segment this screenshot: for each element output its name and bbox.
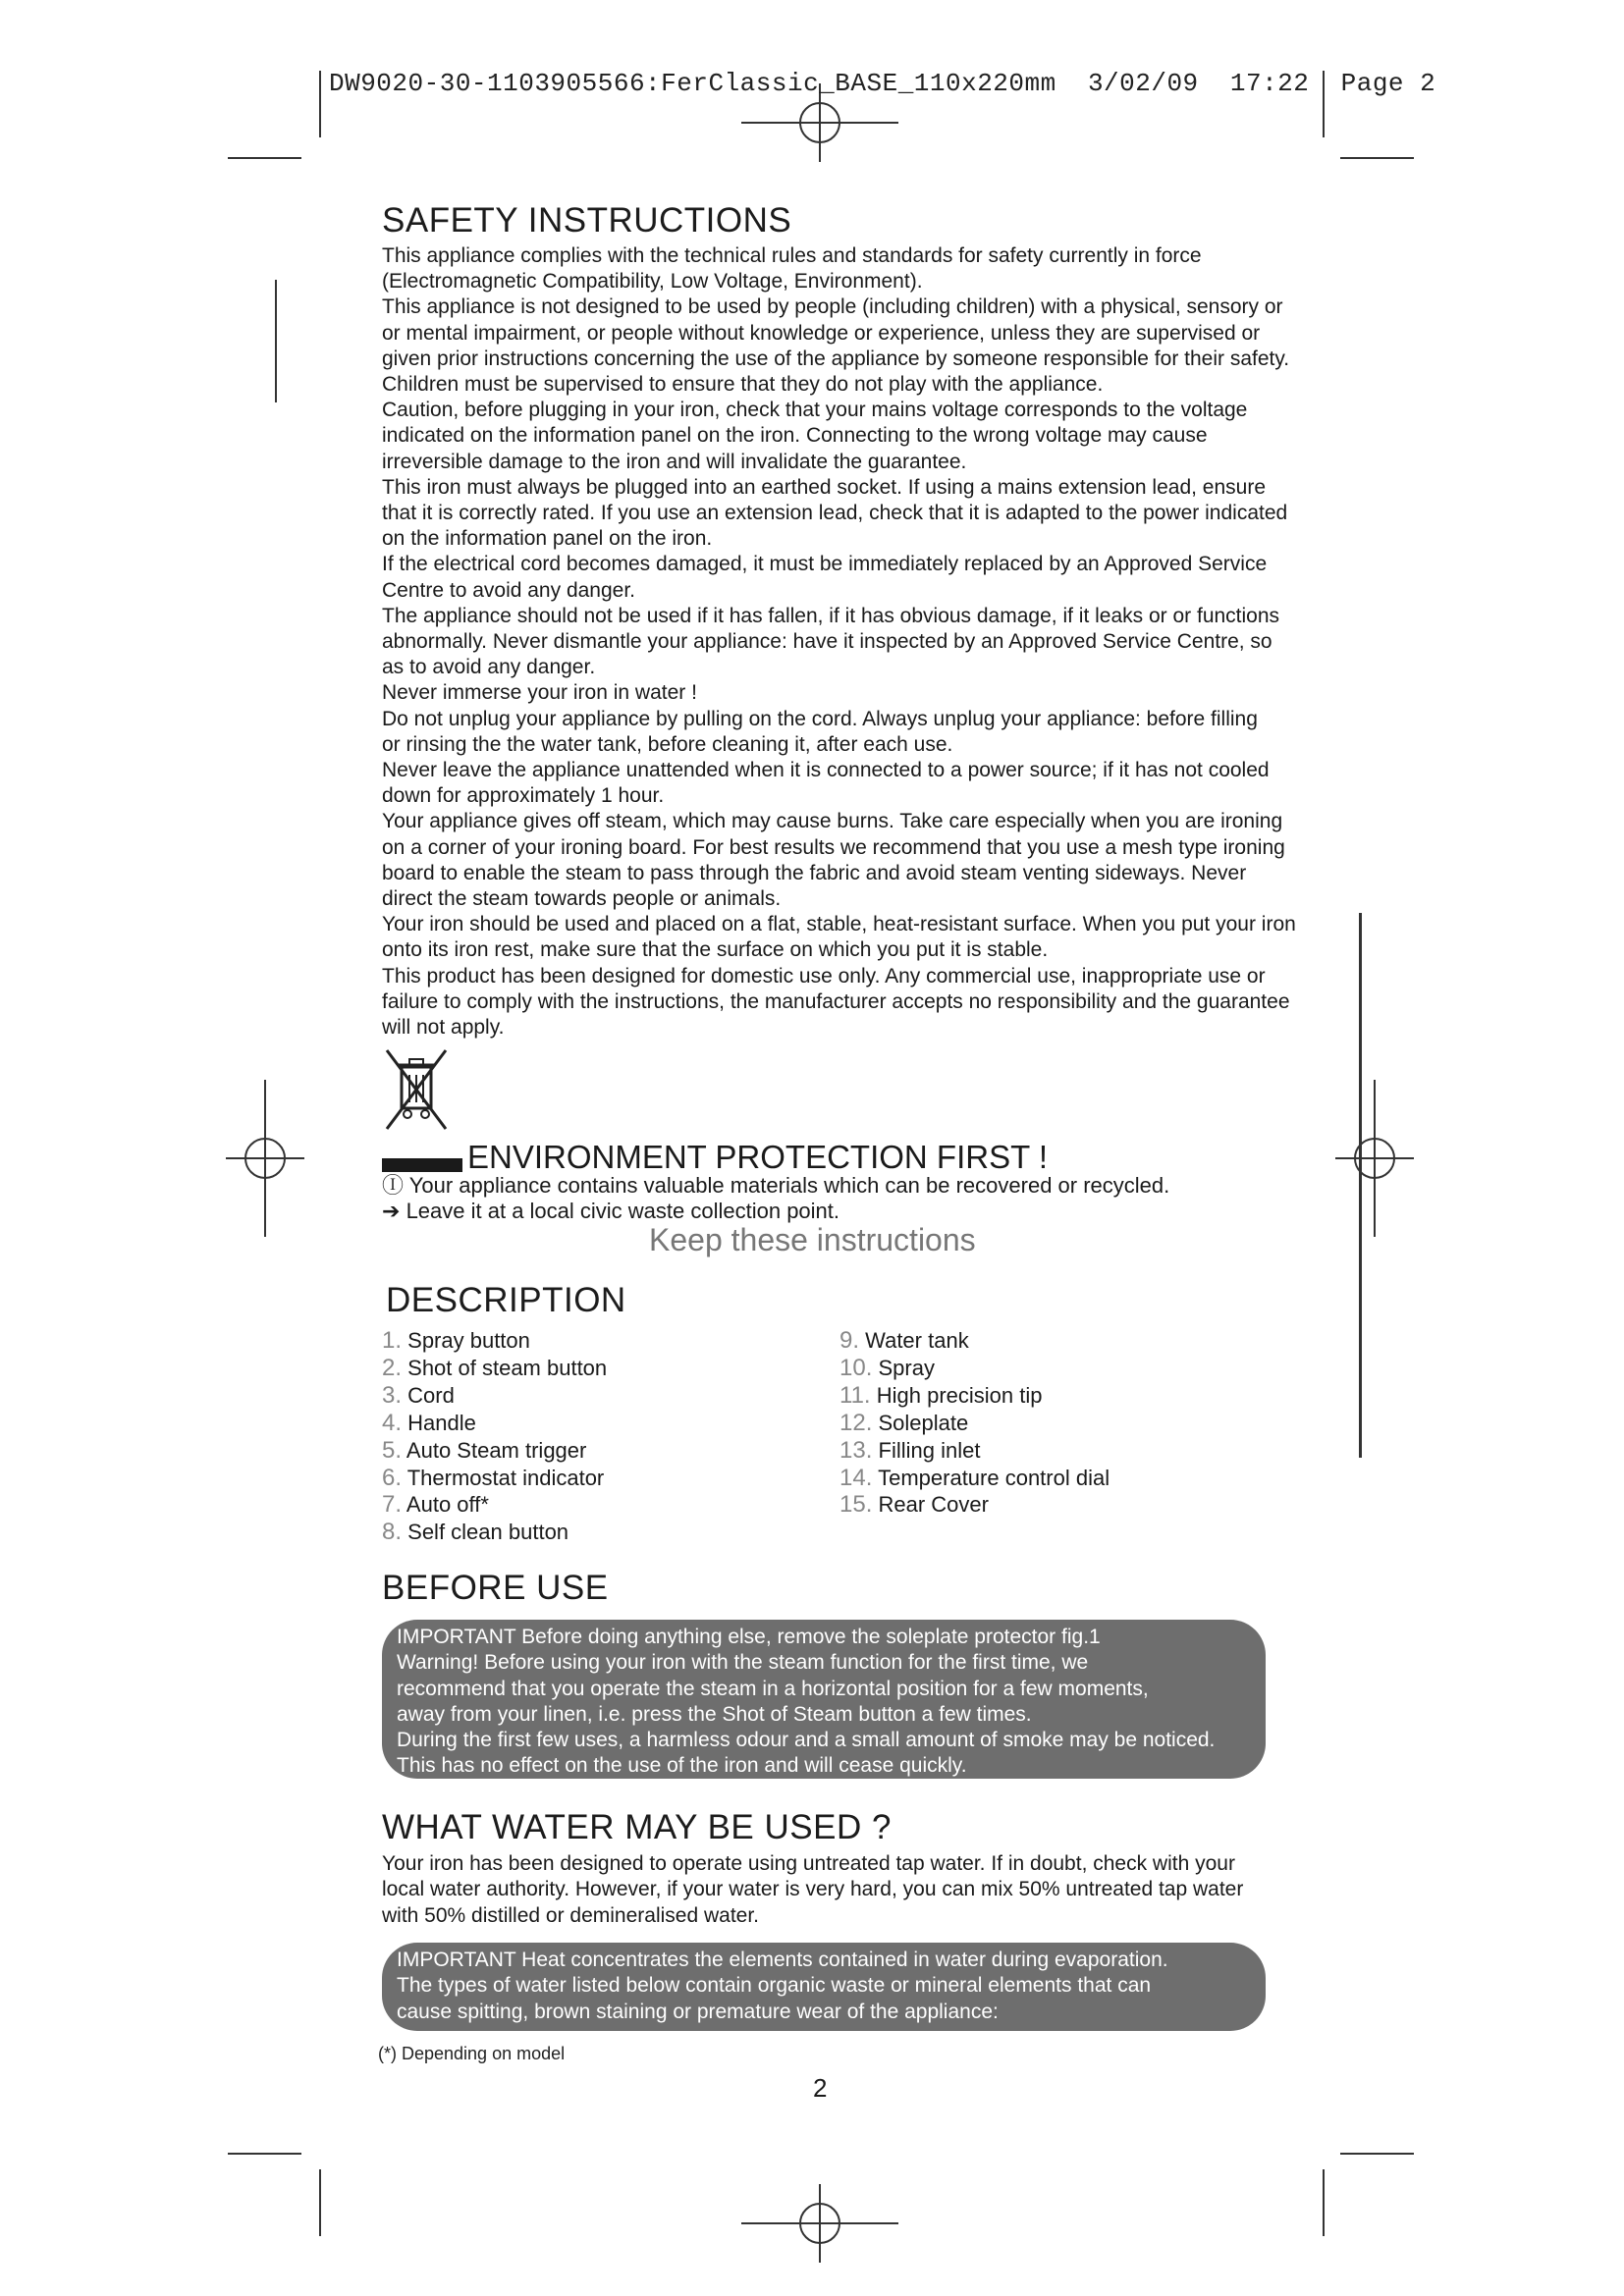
env-line-2 (382, 1199, 839, 1224)
crossed-bin-icon (382, 1045, 451, 1134)
safety-line: This iron must always be plugged into an earthed socket. If using a mains extension lead, ensure (382, 475, 1267, 499)
description-item-number: 10. (839, 1354, 873, 1381)
description-item-label: Soleplate (878, 1410, 969, 1435)
crop-mark (228, 2153, 301, 2155)
description-item-label: Water tank (865, 1328, 969, 1353)
registration-mark-left-icon (226, 1080, 304, 1237)
env-line-1 (382, 1173, 1169, 1199)
safety-line: on the information panel on the iron. (382, 527, 713, 551)
description-item (839, 1491, 1110, 1519)
safety-line: If the electrical cord becomes damaged, it must be immediately replaced by an Approved Service (382, 553, 1268, 576)
description-item (839, 1355, 1110, 1382)
before-use-line: recommend that you operate the steam in a horizontal position for a few moments, (397, 1677, 1149, 1700)
description-item-number: 1. (382, 1327, 403, 1354)
description-item-label: Spray (878, 1355, 935, 1380)
water-important-box (382, 1943, 1266, 2031)
water-box-line: The types of water listed below contain organic waste or mineral elements that can (397, 1974, 1152, 1998)
water-box-line: cause spitting, brown staining or premature wear of the appliance: (397, 2000, 999, 2023)
env-title-bar (382, 1158, 462, 1172)
crop-mark (319, 2169, 321, 2236)
safety-line: given prior instructions concerning the use of the appliance by someone responsible for their safety. (382, 347, 1290, 370)
before-use-line: During the first few uses, a harmless odour and a small amount of smoke may be noticed. (397, 1729, 1216, 1752)
description-item-label: Spray button (407, 1328, 530, 1353)
print-header (329, 69, 1435, 98)
description-item-label: Self clean button (407, 1520, 569, 1545)
safety-line: as to avoid any danger. (382, 656, 596, 679)
description-item-number: 2. (382, 1354, 403, 1381)
description-item (839, 1410, 1110, 1437)
description-item-label: Rear Cover (878, 1492, 989, 1518)
safety-line: or mental impairment, or people without knowledge or experience, unless they are supervised or (382, 321, 1261, 345)
env-line-1-text: Your appliance contains valuable materials which can be recovered or recycled. (408, 1173, 1170, 1198)
crop-mark (1340, 157, 1414, 159)
description-item-number: 14. (839, 1464, 873, 1491)
before-use-title: BEFORE USE (382, 1569, 609, 1607)
description-item (839, 1465, 1110, 1492)
arrow-icon: ➔ (382, 1199, 401, 1223)
description-item (382, 1465, 607, 1492)
before-use-important-box (382, 1620, 1266, 1779)
description-item-label: Shot of steam button (407, 1355, 608, 1380)
safety-line: Your appliance gives off steam, which may cause burns. Take care especially when you are ironing (382, 810, 1283, 833)
water-line: with 50% distilled or demineralised water. (382, 1903, 760, 1927)
before-use-line: This has no effect on the use of the iron and will cease quickly. (397, 1754, 967, 1778)
safety-title: SAFETY INSTRUCTIONS (382, 201, 792, 240)
safety-line: This product has been designed for domestic use only. Any commercial use, inappropriate use or (382, 964, 1266, 988)
description-item-number: 5. (382, 1436, 403, 1464)
crop-mark (275, 280, 277, 402)
safety-line: board to enable the steam to pass through the fabric and avoid steam venting sideways. Never (382, 861, 1247, 884)
description-item (382, 1519, 607, 1546)
description-item (382, 1410, 607, 1437)
description-item-label: Cord (407, 1382, 455, 1408)
environment-title: ENVIRONMENT PROTECTION FIRST ! (467, 1139, 1048, 1175)
safety-line: or rinsing the the water tank, before cleaning it, after each use. (382, 732, 953, 756)
water-line: local water authority. However, if your water is very hard, you can mix 50% untreated tap water (382, 1878, 1244, 1901)
keep-instructions: Keep these instructions (649, 1222, 976, 1257)
header-slug: DW9020-30-1103905566:FerClassic_BASE_110x220mm (329, 69, 1056, 98)
description-item-number: 4. (382, 1409, 403, 1436)
description-item-label: Filling inlet (878, 1437, 981, 1463)
registration-mark-bottom-icon (741, 2184, 898, 2263)
water-text (382, 1851, 1243, 1929)
description-item (382, 1355, 607, 1382)
description-item-number: 3. (382, 1381, 403, 1409)
before-use-line: IMPORTANT Before doing anything else, remove the soleplate protector fig.1 (397, 1626, 1101, 1648)
safety-line: indicated on the information panel on the iron. Connecting to the wrong voltage may cause (382, 424, 1208, 448)
before-use-line: away from your linen, i.e. press the Shot of Steam button a few times. (397, 1702, 1032, 1726)
crop-mark (319, 71, 321, 137)
description-item (382, 1491, 607, 1519)
description-item-number: 11. (839, 1381, 871, 1409)
description-item (382, 1437, 607, 1465)
safety-line: Do not unplug your appliance by pulling on the cord. Always unplug your appliance: before filling (382, 707, 1258, 730)
description-item-number: 13. (839, 1436, 873, 1464)
safety-line: (Electromagnetic Compatibility, Low Voltage, Environment). (382, 270, 923, 294)
description-item (839, 1327, 1110, 1355)
safety-line: Centre to avoid any danger. (382, 578, 636, 602)
crop-mark (1340, 2153, 1414, 2155)
water-line: Your iron has been designed to operate using untreated tap water. If in doubt, check with your (382, 1852, 1235, 1875)
registration-mark-right-icon (1335, 1080, 1414, 1237)
safety-line: will not apply. (382, 1016, 505, 1040)
description-title: DESCRIPTION (386, 1281, 626, 1319)
description-item (839, 1382, 1110, 1410)
safety-line: that it is correctly rated. If you use an extension lead, check that it is adapted to the power indicated (382, 502, 1288, 525)
description-item-label: Temperature control dial (878, 1465, 1110, 1490)
env-line-2-text: Leave it at a local civic waste collection point. (406, 1199, 840, 1223)
page-number: 2 (813, 2073, 828, 2103)
description-item-number: 9. (839, 1327, 860, 1354)
info-circle-icon: Ⓘ (382, 1173, 405, 1198)
footnote: (*) Depending on model (378, 2044, 566, 2063)
description-item-number: 12. (839, 1409, 873, 1436)
safety-line: down for approximately 1 hour. (382, 784, 665, 808)
safety-line: Never immerse your iron in water ! (382, 681, 697, 705)
header-time: 17:22 (1229, 69, 1310, 98)
description-item (382, 1382, 607, 1410)
description-list-left (382, 1327, 607, 1546)
safety-line: Never leave the appliance unattended when it is connected to a power source; if it has not cooled (382, 759, 1270, 782)
safety-line: failure to comply with the instructions, the manufacturer accepts no responsibility and the guarantee (382, 989, 1290, 1013)
description-item-label: High precision tip (876, 1382, 1043, 1408)
crop-mark (228, 157, 301, 159)
safety-line: direct the steam towards people or animals. (382, 887, 782, 911)
description-item-number: 7. (382, 1491, 403, 1519)
description-item (382, 1327, 607, 1355)
description-item-label: Auto Steam trigger (406, 1437, 587, 1463)
safety-line: on a corner of your ironing board. For best results we recommend that you use a mesh type ironing (382, 835, 1285, 859)
safety-line: abnormally. Never dismantle your appliance: have it inspected by an Approved Service Centre, so (382, 630, 1272, 654)
safety-line: The appliance should not be used if it has fallen, if it has obvious damage, if it leaks or or functions (382, 604, 1280, 627)
safety-line: This appliance complies with the technical rules and standards for safety currently in force (382, 244, 1202, 267)
safety-line: Children must be supervised to ensure that they do not play with the appliance. (382, 373, 1104, 397)
safety-line: irreversible damage to the iron and will invalidate the guarantee. (382, 450, 967, 473)
safety-line: This appliance is not designed to be used by people (including children) with a physical, sensory or (382, 295, 1283, 319)
description-item (839, 1437, 1110, 1465)
header-date: 3/02/09 (1087, 69, 1199, 98)
safety-line: Caution, before plugging in your iron, check that your mains voltage corresponds to the voltage (382, 399, 1248, 422)
description-item-number: 8. (382, 1519, 403, 1546)
safety-line: Your iron should be used and placed on a flat, stable, heat-resistant surface. When you put your iron (382, 913, 1296, 936)
safety-line: onto its iron rest, make sure that the surface on which you put it is stable. (382, 938, 1049, 962)
description-item-label: Handle (407, 1410, 476, 1435)
description-item-number: 15. (839, 1491, 873, 1519)
description-item-label: Thermostat indicator (406, 1465, 605, 1490)
safety-text (382, 243, 1364, 1041)
description-item-number: 6. (382, 1464, 403, 1491)
description-item-label: Auto off* (406, 1492, 489, 1518)
before-use-line: Warning! Before using your iron with the steam function for the first time, we (397, 1651, 1089, 1675)
header-page-label: Page 2 (1340, 69, 1436, 98)
water-title: WHAT WATER MAY BE USED ? (382, 1808, 892, 1846)
description-list-right (839, 1327, 1110, 1519)
crop-mark (1323, 2169, 1325, 2236)
water-box-line: IMPORTANT Heat concentrates the elements contained in water during evaporation. (397, 1949, 1168, 1971)
